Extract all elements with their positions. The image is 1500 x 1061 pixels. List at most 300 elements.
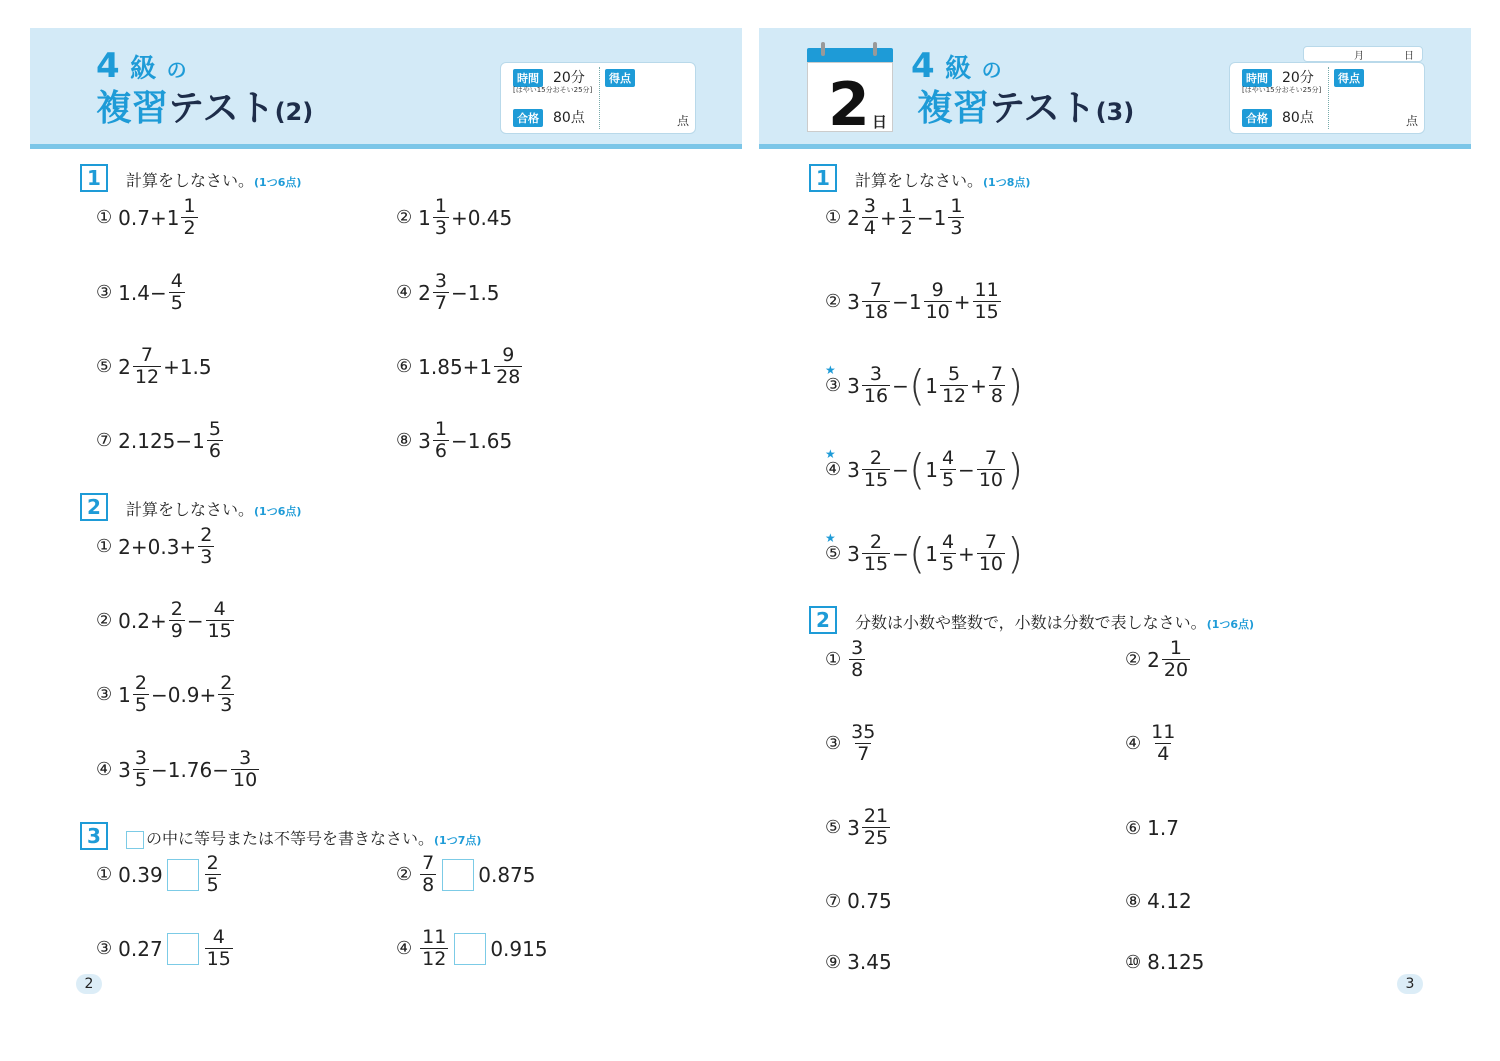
- term: 1: [418, 205, 431, 230]
- denominator: 5: [170, 292, 183, 314]
- time-label: 時間: [513, 69, 543, 87]
- numerator: 2: [869, 447, 883, 469]
- denominator: 2: [183, 217, 196, 239]
- grade-no: の: [166, 58, 187, 82]
- term: 2: [118, 354, 131, 379]
- problem-number: ⑤: [825, 817, 842, 838]
- problem: [96, 673, 236, 716]
- numerator: 2: [220, 672, 233, 694]
- denominator: 7: [434, 292, 447, 314]
- calendar-top: [807, 48, 893, 62]
- denominator: 15: [974, 301, 999, 323]
- operator: −: [916, 205, 934, 230]
- denominator: 3: [220, 694, 233, 716]
- denominator: 18: [863, 301, 889, 323]
- numerator: 7: [984, 531, 997, 553]
- term: −1.65: [450, 428, 513, 453]
- question-text: [126, 497, 301, 520]
- time-sub: [はやい15分おそい25分]: [1242, 86, 1322, 94]
- grade-no: の: [981, 58, 1002, 82]
- problem-number: ④: [1125, 733, 1142, 754]
- denominator: 12: [422, 948, 447, 970]
- numerator: 4: [212, 926, 225, 948]
- fraction: [973, 280, 1001, 323]
- denominator: 6: [434, 440, 447, 462]
- denominator: 25: [863, 827, 889, 849]
- time-sub: [はやい15分おそい25分]: [513, 86, 593, 94]
- fraction: [899, 196, 915, 239]
- problem-number: ⑤: [96, 356, 113, 377]
- numerator: 3: [869, 363, 883, 385]
- grade-number: 4: [911, 46, 935, 86]
- question-text: [855, 168, 1030, 191]
- problem: [96, 748, 261, 791]
- pass-value: 80点: [1282, 110, 1314, 126]
- question-number: 2: [809, 606, 837, 634]
- denominator: 5: [941, 553, 955, 575]
- question-instruction: の中に等号または不等号を書きなさい。: [146, 829, 435, 848]
- numerator: 7: [990, 363, 1003, 385]
- grade-kyu: 級: [130, 54, 157, 84]
- problem: [825, 280, 1003, 323]
- problem-number: ⑦: [825, 890, 842, 912]
- star-icon: ★: [825, 363, 836, 377]
- problem-number: ⑧: [396, 430, 413, 451]
- problem-number: ③: [825, 733, 842, 754]
- fraction: [948, 196, 964, 239]
- problem-number: ⑤: [825, 543, 842, 564]
- answer-box[interactable]: [454, 933, 486, 965]
- term: 1: [933, 205, 947, 230]
- question-instruction: 計算をしなさい。: [855, 171, 984, 190]
- star-icon: ★: [825, 447, 836, 461]
- fraction: [862, 532, 890, 575]
- term: 2: [847, 205, 860, 230]
- fraction: [133, 673, 149, 716]
- term: 1: [925, 457, 938, 482]
- score-divider: [599, 67, 600, 129]
- term: 3: [847, 289, 860, 314]
- page-number: 2: [76, 974, 102, 994]
- problem: [1125, 638, 1192, 681]
- question-points: (1つ7点): [434, 834, 482, 847]
- question-instruction: 計算をしなさい。: [126, 171, 255, 190]
- problem-number: ③: [825, 375, 842, 396]
- problem: [96, 271, 187, 314]
- calendar-day-number: 2: [828, 70, 870, 140]
- numerator: 7: [422, 852, 435, 874]
- denominator: 15: [863, 469, 889, 491]
- numerator: 11: [1151, 721, 1176, 743]
- fraction: [133, 345, 161, 388]
- date-box: [1303, 46, 1423, 62]
- term: 0.2+: [118, 608, 167, 633]
- time-value: 20分: [553, 70, 585, 86]
- numerator: 4: [170, 270, 183, 292]
- question-instruction: 分数は小数や整数で，小数は分数で表しなさい。: [855, 613, 1207, 632]
- score-unit: 点: [676, 114, 689, 128]
- title-fukushu: 複習: [917, 88, 990, 129]
- problem-number: ④: [96, 759, 113, 780]
- fraction: [849, 722, 877, 765]
- numerator: 4: [213, 598, 226, 620]
- problem: [825, 722, 879, 765]
- fraction: [862, 364, 890, 407]
- question-number: 2: [80, 493, 108, 521]
- operator: −: [892, 541, 909, 566]
- numerator: 3: [134, 747, 147, 769]
- problem-number-wrap: [825, 363, 842, 396]
- term: 1: [925, 541, 938, 566]
- problem-number: ④: [825, 459, 842, 480]
- denominator: 8: [422, 874, 435, 896]
- fraction: [205, 927, 233, 970]
- problem: [96, 853, 223, 896]
- operator: +: [970, 373, 987, 398]
- term: 4.12: [1147, 889, 1192, 913]
- date-day: 日: [1404, 51, 1414, 62]
- denominator: 15: [207, 620, 232, 642]
- numerator: 2: [170, 598, 183, 620]
- denominator: 8: [990, 385, 1003, 407]
- term: 1.85+1: [418, 354, 493, 379]
- fraction: [1162, 638, 1190, 681]
- title-number: (3): [1095, 98, 1135, 126]
- term: 3: [418, 428, 431, 453]
- term: 1: [925, 373, 938, 398]
- term: −1.76−: [150, 757, 230, 782]
- problem-number: ①: [96, 207, 113, 228]
- denominator: 12: [134, 366, 160, 388]
- question-text: [855, 610, 1254, 633]
- term: 2: [1147, 647, 1160, 672]
- term: 3: [847, 541, 860, 566]
- score-divider: [1328, 67, 1329, 129]
- fraction: [977, 532, 1005, 575]
- title-number: (2): [274, 98, 314, 126]
- term: 0.915: [490, 936, 548, 961]
- term: 3: [118, 757, 131, 782]
- numerator: 3: [239, 747, 252, 769]
- numerator: 7: [984, 447, 997, 469]
- denominator: 4: [863, 217, 876, 239]
- term: 2.125−1: [118, 428, 205, 453]
- fraction: [420, 853, 436, 896]
- problem-number: ①: [96, 536, 113, 557]
- problem: [396, 345, 524, 388]
- term: 0.39: [118, 862, 163, 887]
- problem: [396, 271, 500, 314]
- fraction: [862, 806, 890, 849]
- problem-number: ②: [396, 864, 413, 885]
- numerator: 11: [974, 279, 999, 301]
- problem: [96, 599, 236, 642]
- term: 8.125: [1147, 950, 1205, 974]
- operator: −: [892, 289, 909, 314]
- page-number: 3: [1397, 974, 1423, 994]
- numerator: 1: [1169, 637, 1183, 659]
- term: 0.7+1: [118, 205, 180, 230]
- denominator: 5: [134, 694, 147, 716]
- right-paren: ): [1007, 360, 1024, 410]
- question-number: 1: [809, 164, 837, 192]
- page-title: [96, 80, 313, 131]
- numerator: 1: [183, 195, 196, 217]
- fraction: [989, 364, 1005, 407]
- time-value: 20分: [1282, 70, 1314, 86]
- score-unit: 点: [1405, 114, 1418, 128]
- question-text: [126, 826, 481, 849]
- problem-number: ②: [96, 610, 113, 631]
- pass-label: 合格: [1242, 109, 1272, 127]
- numerator: 1: [900, 195, 913, 217]
- term: 1.4−: [118, 280, 167, 305]
- numerator: 2: [206, 852, 219, 874]
- title-fukushu: 複習: [96, 88, 169, 129]
- grade-kyu: 級: [945, 54, 972, 84]
- problem-number-wrap: [825, 447, 842, 480]
- numerator: 11: [422, 926, 447, 948]
- fraction: [231, 748, 259, 791]
- fraction: [433, 419, 449, 462]
- right-header: [759, 28, 1471, 149]
- score-box: [1229, 62, 1425, 134]
- problem-number-wrap: [825, 531, 842, 564]
- problem: [96, 525, 216, 568]
- right-paren: ): [1007, 528, 1024, 578]
- denominator: 15: [863, 553, 889, 575]
- problem: [96, 345, 212, 388]
- problem: [1125, 889, 1192, 913]
- right-page: [759, 28, 1471, 1033]
- denominator: 4: [1157, 743, 1170, 765]
- left-header: [30, 28, 742, 149]
- operator: −: [892, 457, 909, 482]
- fraction: [433, 196, 449, 239]
- problem-number: ①: [825, 649, 842, 670]
- denominator: 3: [434, 217, 447, 239]
- question-points: (1つ8点): [983, 176, 1031, 189]
- numerator: 21: [863, 805, 889, 827]
- right-paren: ): [1007, 444, 1024, 494]
- answer-box-icon: [126, 831, 144, 849]
- denominator: 12: [941, 385, 967, 407]
- pass-label: 合格: [513, 109, 543, 127]
- problem: [825, 196, 966, 239]
- fraction: [1149, 722, 1177, 765]
- numerator: 4: [941, 447, 955, 469]
- numerator: 1: [434, 418, 447, 440]
- fraction: [940, 532, 956, 575]
- problem: [96, 419, 225, 462]
- denominator: 7: [857, 743, 870, 765]
- problem: [1125, 950, 1204, 974]
- question-points: (1つ6点): [254, 176, 302, 189]
- problem: [96, 196, 200, 239]
- problem: [396, 853, 536, 896]
- problem: [825, 444, 1024, 494]
- denominator: 28: [496, 366, 521, 388]
- fraction: [169, 599, 185, 642]
- fraction: [924, 280, 952, 323]
- calendar-day-label: 日: [872, 113, 888, 131]
- problem-number: ②: [1125, 649, 1142, 670]
- term: 2: [418, 280, 431, 305]
- denominator: 16: [863, 385, 889, 407]
- problem: [825, 889, 892, 913]
- denominator: 10: [925, 301, 950, 323]
- problem-number: ③: [96, 282, 113, 303]
- problem-number: ⑨: [825, 951, 842, 973]
- fraction: [849, 638, 865, 681]
- problem: [825, 360, 1024, 410]
- denominator: 20: [1163, 659, 1189, 681]
- term: 0.75: [847, 889, 892, 913]
- fraction: [433, 271, 449, 314]
- operator: +: [958, 541, 975, 566]
- numerator: 2: [200, 524, 213, 546]
- term: 3: [847, 815, 860, 840]
- question-instruction: 計算をしなさい。: [126, 500, 255, 519]
- fraction: [862, 280, 890, 323]
- fraction: [206, 599, 234, 642]
- denominator: 15: [206, 948, 231, 970]
- numerator: 9: [931, 279, 944, 301]
- denominator: 3: [200, 546, 213, 568]
- fraction: [494, 345, 522, 388]
- left-paren: (: [908, 360, 926, 410]
- page-title: [917, 80, 1134, 131]
- calendar-ring: [821, 42, 825, 56]
- denominator: 5: [134, 769, 147, 791]
- numerator: 7: [140, 344, 154, 366]
- title-test: テスト: [989, 88, 1096, 129]
- problem: [396, 927, 548, 970]
- fraction: [198, 525, 214, 568]
- answer-box[interactable]: [442, 859, 474, 891]
- fraction: [977, 448, 1005, 491]
- term: −1.5: [450, 280, 500, 305]
- numerator: 7: [869, 279, 883, 301]
- operator: −: [892, 373, 909, 398]
- calendar-body: [807, 62, 893, 140]
- question-number: 1: [80, 164, 108, 192]
- fraction: [420, 927, 448, 970]
- problem-number: ②: [396, 207, 413, 228]
- numerator: 5: [208, 418, 221, 440]
- left-paren: (: [908, 528, 926, 578]
- problem-number: ③: [96, 684, 113, 705]
- numerator: 5: [948, 363, 961, 385]
- term: +0.45: [450, 205, 513, 230]
- answer-box[interactable]: [167, 859, 199, 891]
- term: 1: [908, 289, 922, 314]
- term: 3: [847, 457, 860, 482]
- problem: [825, 806, 892, 849]
- fraction: [205, 853, 221, 896]
- left-page: [30, 28, 742, 1033]
- question-text: [126, 168, 301, 191]
- denominator: 5: [941, 469, 955, 491]
- term: 1: [118, 682, 131, 707]
- fraction: [133, 748, 149, 791]
- numerator: 1: [950, 195, 963, 217]
- date-month: 月: [1354, 51, 1364, 62]
- denominator: 6: [208, 440, 221, 462]
- question-points: (1つ6点): [254, 505, 302, 518]
- problem-number: ④: [396, 282, 413, 303]
- problem: [1125, 816, 1179, 840]
- left-paren: (: [908, 444, 926, 494]
- problem: [396, 196, 512, 239]
- grade-number: 4: [96, 46, 120, 86]
- fraction: [218, 673, 234, 716]
- denominator: 5: [206, 874, 219, 896]
- operator: +: [879, 205, 897, 230]
- answer-box[interactable]: [167, 933, 199, 965]
- fraction: [169, 271, 185, 314]
- numerator: 9: [502, 344, 515, 366]
- star-icon: ★: [825, 531, 836, 545]
- calendar-ring: [873, 42, 877, 56]
- numerator: 3: [851, 637, 864, 659]
- term: +1.5: [163, 354, 212, 379]
- fraction: [940, 448, 956, 491]
- problem: [96, 927, 235, 970]
- term: 3: [847, 373, 860, 398]
- term: 3.45: [847, 950, 892, 974]
- denominator: 10: [978, 553, 1003, 575]
- question-number: 3: [80, 822, 108, 850]
- problem: [825, 950, 892, 974]
- numerator: 3: [863, 195, 876, 217]
- operator: +: [953, 289, 971, 314]
- term: 0.27: [118, 936, 163, 961]
- problem: [1125, 722, 1179, 765]
- denominator: 2: [900, 217, 913, 239]
- term: 0.875: [478, 862, 536, 887]
- problem-number: ⑥: [396, 356, 413, 377]
- denominator: 8: [851, 659, 864, 681]
- numerator: 1: [434, 195, 447, 217]
- problem-number: ⑥: [1125, 817, 1142, 839]
- numerator: 4: [941, 531, 955, 553]
- denominator: 9: [170, 620, 183, 642]
- denominator: 10: [233, 769, 258, 791]
- problem-number: ⑦: [96, 430, 113, 451]
- problem: [396, 419, 512, 462]
- problem-number: ②: [825, 291, 842, 312]
- term: −: [186, 608, 204, 633]
- numerator: 2: [134, 672, 147, 694]
- problem-number: ⑩: [1125, 951, 1142, 973]
- operator: −: [958, 457, 975, 482]
- problem-number: ④: [396, 938, 413, 959]
- fraction: [862, 196, 878, 239]
- problem-number: ①: [825, 207, 842, 228]
- problem: [825, 528, 1024, 578]
- title-test: テスト: [168, 88, 275, 129]
- term: 2+0.3+: [118, 534, 197, 559]
- fraction: [862, 448, 890, 491]
- score-label: 得点: [1334, 69, 1364, 87]
- score-box: [500, 62, 696, 134]
- problem: [825, 638, 867, 681]
- calendar-icon: [807, 48, 893, 140]
- time-label: 時間: [1242, 69, 1272, 87]
- term: 1.7: [1147, 816, 1179, 840]
- term: −0.9+: [150, 682, 217, 707]
